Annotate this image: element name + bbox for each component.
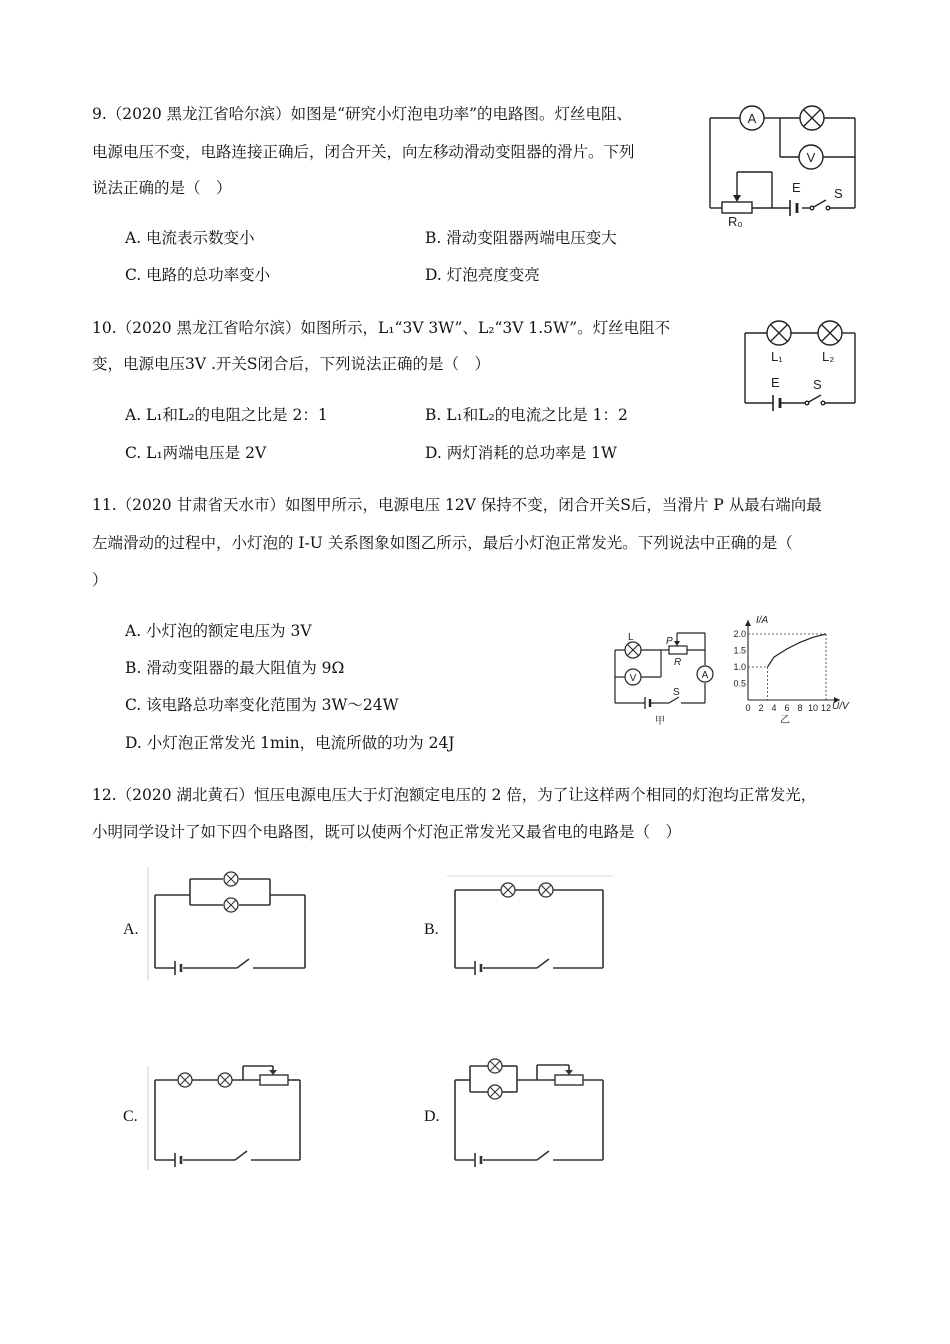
q10-lamp2-label: L₂ xyxy=(822,349,835,364)
q11-line-2: 左端滑动的过程中，小灯泡的 I-U 关系图象如图乙所示，最后小灯泡正常发光。下列说法中正确的是（ xyxy=(92,534,793,552)
q10-lamp1-label: L₁ xyxy=(771,349,783,364)
q9-option-b[interactable]: B. 滑动变阻器两端电压变大 xyxy=(425,229,617,247)
q11-rheostat-label: R xyxy=(674,657,682,668)
q12-line-2: 小明同学设计了如下四个电路图，既可以使两个灯泡正常发光又最省电的电路是（ ） xyxy=(92,823,682,841)
q10-lamp2-icon xyxy=(818,321,842,345)
iu-graph-y-tick: 1.5 xyxy=(733,645,746,656)
q11-option-d[interactable]: D. 小灯泡正常发光 1min，电流所做的功为 24J xyxy=(125,734,455,752)
q12-option-a-label[interactable]: A. xyxy=(123,921,139,938)
q12-d-lamp-1-icon xyxy=(488,1059,502,1073)
svg-text:A: A xyxy=(747,111,757,126)
q11-lamp-label: L xyxy=(628,632,634,643)
iu-graph-xlabel: U/V xyxy=(832,701,849,712)
iu-graph-y-tick: 2.0 xyxy=(733,629,746,639)
iu-graph-x-tick: 8 xyxy=(797,703,803,713)
q12-circuit-b[interactable] xyxy=(445,870,615,985)
q11-lamp-icon xyxy=(625,642,641,658)
q9-line-2: 电源电压不变，电路连接正确后，闭合开关，向左移动滑动变阻器的滑片。下列 xyxy=(92,143,635,161)
q9-option-c[interactable]: C. 电路的总功率变小 xyxy=(125,266,271,284)
q10-switch-label: S xyxy=(813,377,822,392)
q11-circuit-diagram xyxy=(605,625,725,730)
iu-graph-x-tick: 12 xyxy=(820,703,832,713)
q10-option-c[interactable]: C. L₁两端电压是 2V xyxy=(125,444,267,462)
q11-slider-label: P xyxy=(666,636,673,647)
iu-graph-x-tick: 6 xyxy=(784,703,790,713)
q9-lamp-icon xyxy=(800,106,824,130)
q12-option-b-label[interactable]: B. xyxy=(424,921,439,938)
iu-graph-curve xyxy=(768,634,827,667)
q9-option-a[interactable]: A. 电流表示数变小 xyxy=(125,229,255,247)
q10-line-2: 变，电源电压3V .开关S闭合后，下列说法正确的是（ ） xyxy=(92,355,491,373)
q12-a-lamp-2-icon xyxy=(224,898,238,912)
iu-graph-x-tick: 4 xyxy=(771,703,777,713)
q12-line-1: 12.（2020 湖北黄石）恒压电源电压大于灯泡额定电压的 2 倍，为了让这样两个相同的灯泡均正常发光， xyxy=(92,786,817,804)
q10-option-d[interactable]: D. 两灯消耗的总功率是 1W xyxy=(425,444,617,462)
q12-option-c-label[interactable]: C. xyxy=(123,1108,138,1125)
q10-lamp1-icon xyxy=(767,321,791,345)
q12-circuit-a[interactable] xyxy=(145,865,315,985)
q11-option-c[interactable]: C. 该电路总功率变化范围为 3W～24W xyxy=(125,696,399,714)
q9-rheostat-icon xyxy=(722,202,752,213)
q12-c-rheostat-icon xyxy=(260,1075,288,1085)
q12-c-lamp-1-icon xyxy=(178,1073,192,1087)
q11-circuit-caption: 甲 xyxy=(655,716,665,727)
q12-a-lamp-1-icon xyxy=(224,872,238,886)
q11-ammeter-icon xyxy=(697,666,713,682)
q11-voltmeter-icon xyxy=(625,669,641,685)
q10-option-a[interactable]: A. L₁和L₂的电阻之比是 2：1 xyxy=(125,406,328,424)
q10-source-label: E xyxy=(771,375,780,390)
q9-ammeter-icon xyxy=(740,106,764,130)
q11-switch-label: S xyxy=(673,687,680,698)
q11-option-b[interactable]: B. 滑动变阻器的最大阻值为 9Ω xyxy=(125,659,345,677)
q12-circuit-d[interactable] xyxy=(445,1055,615,1173)
iu-graph-ylabel: I/A xyxy=(756,615,769,626)
q11-option-a[interactable]: A. 小灯泡的额定电压为 3V xyxy=(125,622,312,640)
q9-switch-label: S xyxy=(834,186,843,201)
iu-graph-x-tick: 2 xyxy=(758,703,764,713)
iu-graph-x-tick: 0 xyxy=(745,703,751,713)
iu-graph-x-tick: 10 xyxy=(807,703,819,713)
q9-line-3: 说法正确的是（ ） xyxy=(92,179,232,197)
q10-circuit-diagram xyxy=(735,315,865,415)
q12-b-lamp-1-icon xyxy=(501,883,515,897)
q12-b-lamp-2-icon xyxy=(539,883,553,897)
iu-graph-y-tick: 0.5 xyxy=(733,678,746,689)
iu-graph-y-tick: 1.0 xyxy=(733,662,746,672)
q12-option-d-label[interactable]: D. xyxy=(424,1108,440,1125)
q12-c-lamp-2-icon xyxy=(218,1073,232,1087)
q9-circuit-diagram xyxy=(700,100,870,230)
q9-line-1: 9.（2020 黑龙江省哈尔滨）如图是“研究小灯泡电功率”的电路图。灯丝电阻、 xyxy=(92,105,633,123)
q11-line-1: 11.（2020 甘肃省天水市）如图甲所示，电源电压 12V 保持不变，闭合开关S后，当滑片 P 从最右端向最 xyxy=(92,496,822,514)
q11-line-3: ） xyxy=(92,571,108,589)
svg-text:V: V xyxy=(629,673,637,684)
iu-graph-caption: 乙 xyxy=(780,715,790,726)
q12-circuit-c[interactable] xyxy=(145,1058,315,1176)
iu-graph xyxy=(728,612,858,727)
q9-option-d[interactable]: D. 灯泡亮度变亮 xyxy=(425,266,540,284)
q10-option-b[interactable]: B. L₁和L₂的电流之比是 1：2 xyxy=(425,406,628,424)
q12-d-lamp-2-icon xyxy=(488,1085,502,1099)
q10-line-1: 10.（2020 黑龙江省哈尔滨）如图所示，L₁“3V 3W”、L₂“3V 1.5W”。灯丝电阻不 xyxy=(92,319,671,337)
q12-d-rheostat-icon xyxy=(555,1075,583,1085)
iu-graph-y-arrow xyxy=(745,620,751,626)
q9-voltmeter-icon xyxy=(799,145,823,169)
svg-text:A: A xyxy=(701,670,709,681)
q9-rheostat-label: R₀ xyxy=(728,214,743,229)
svg-text:V: V xyxy=(806,150,816,165)
q9-source-label: E xyxy=(792,180,801,195)
